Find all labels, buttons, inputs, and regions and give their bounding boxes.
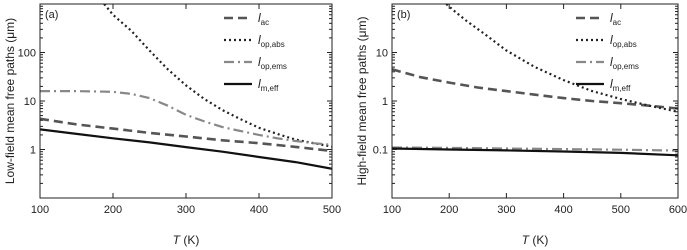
y-tick-label: 10	[375, 47, 388, 60]
series-group	[40, 4, 332, 169]
x-tick-label: 100	[30, 204, 50, 216]
x-tick-label: 500	[611, 204, 630, 216]
legend-entry: $l_{ac}$	[258, 11, 270, 27]
panel-tag: (b)	[397, 9, 411, 21]
x-tick-label: 100	[382, 204, 402, 216]
plot-frame	[40, 4, 332, 198]
panel-b	[355, 4, 687, 247]
x-tick-label: 400	[249, 204, 269, 216]
series-group	[392, 4, 678, 155]
legend	[576, 11, 639, 93]
x-tick-label: 500	[322, 204, 342, 216]
panel-a	[3, 4, 341, 247]
series-line-op-abs	[446, 4, 678, 112]
panel-tag: (a)	[45, 9, 59, 21]
legend-entry: $l_{op,abs}$	[258, 33, 285, 49]
y-tick-label: 1	[381, 96, 388, 108]
legend-entry: $l_{op,ems}$	[610, 55, 639, 71]
x-tick-label: 200	[440, 204, 459, 216]
x-tick-label: 400	[554, 204, 573, 216]
plot-frame	[392, 4, 678, 198]
x-tick-label: 600	[668, 204, 687, 216]
y-axis-label: Low-field mean free paths (μm)	[3, 17, 17, 185]
legend-entry: $l_{m,eff}$	[610, 77, 631, 93]
x-axis-label: T (K)	[172, 233, 200, 247]
y-tick-label: 0.1	[372, 144, 388, 157]
x-axis-label: T (K)	[521, 233, 549, 247]
x-tick-label: 200	[103, 204, 123, 216]
y-axis-label: High-field mean free paths (μm)	[355, 16, 369, 186]
y-tick-label: 100	[17, 47, 36, 60]
x-tick-label: 300	[176, 204, 196, 216]
legend-entry: $l_{op,ems}$	[258, 55, 287, 71]
legend-entry: $l_{ac}$	[610, 11, 622, 27]
legend	[224, 11, 287, 93]
legend-entry: $l_{m,eff}$	[258, 77, 279, 93]
legend-entry: $l_{op,abs}$	[610, 33, 637, 49]
y-tick-label: 1	[29, 144, 36, 157]
x-tick-label: 300	[497, 204, 516, 216]
y-tick-label: 10	[23, 96, 36, 108]
